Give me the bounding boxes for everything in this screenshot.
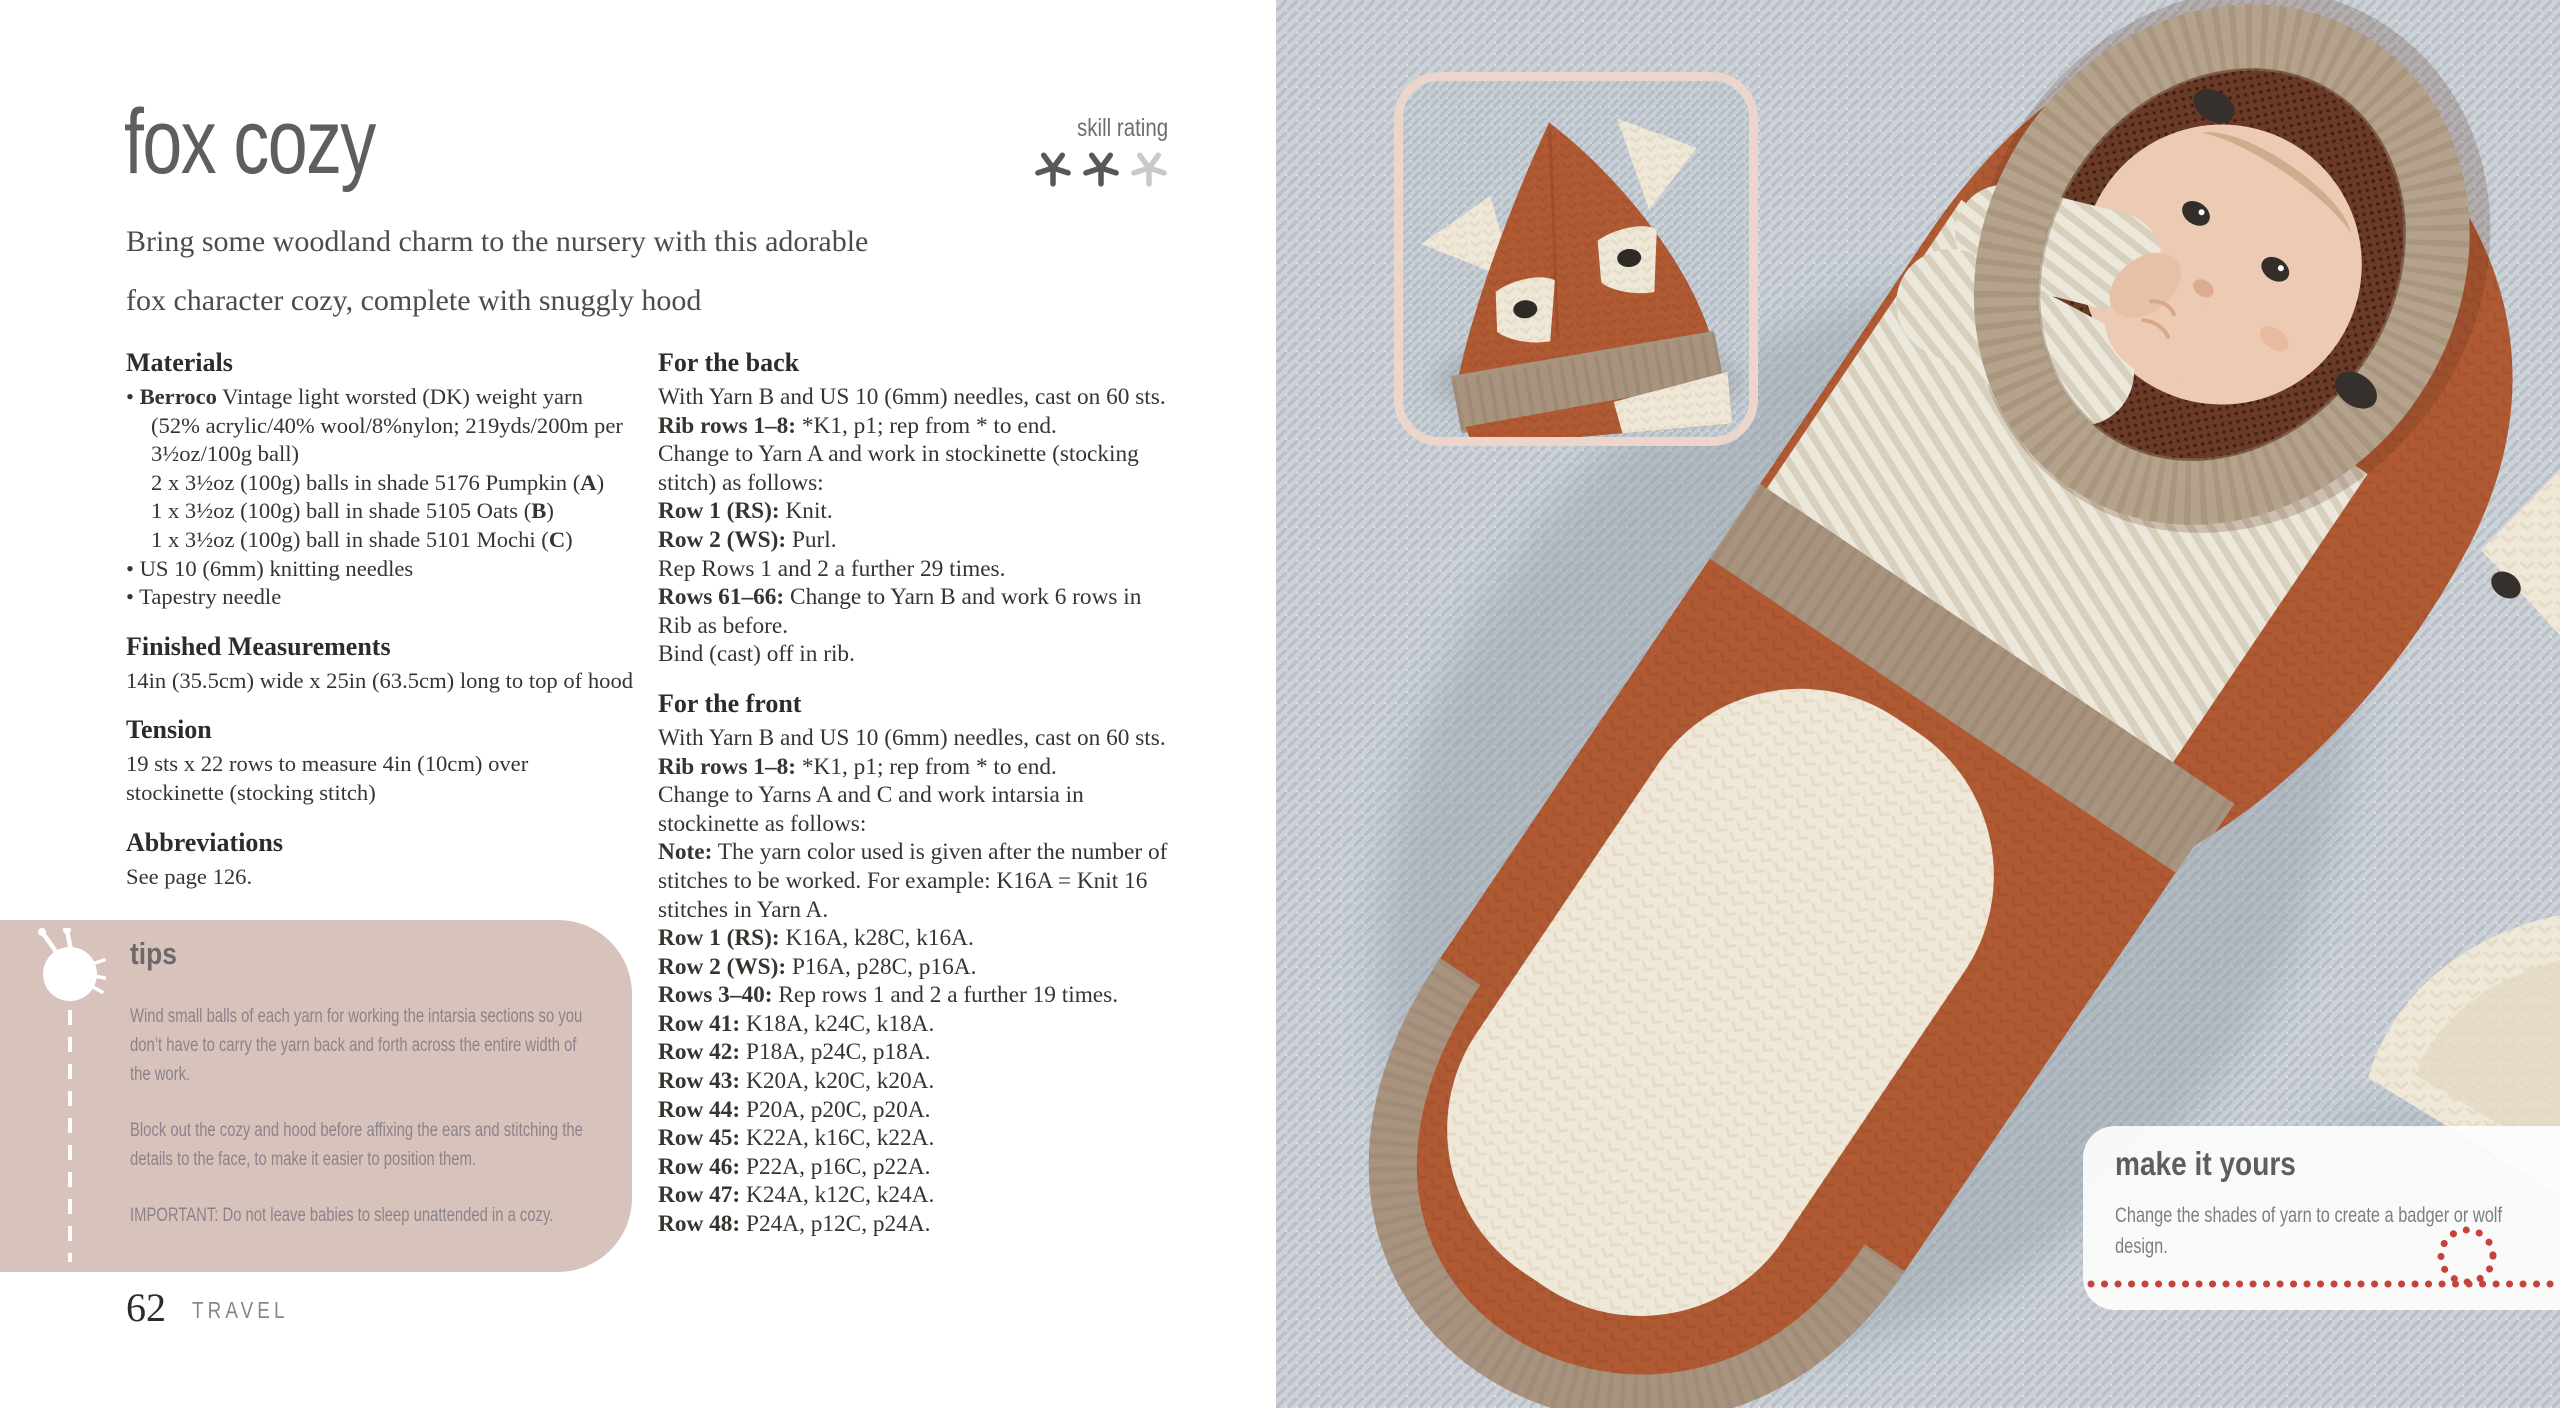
text-line: Row 44: P20A, p20C, p20A. — [658, 1096, 931, 1123]
text-line: Change to Yarn A and work in stockinette (stocking — [658, 441, 1139, 468]
yarn-ball-icon — [34, 928, 106, 1268]
photo-page — [1276, 0, 2560, 1408]
finished-measurements — [126, 667, 651, 696]
stitch-loop-icon — [2083, 1218, 2560, 1302]
make-it-yours-text: Change the shades of yarn to create a badger or wolf design. — [2115, 1204, 2503, 1258]
front-instructions — [658, 724, 1273, 1239]
text-line: 19 sts x 22 rows to measure 4in (10cm) over — [126, 751, 529, 777]
skill-rating-label: skill rating — [1076, 114, 1168, 142]
left-column — [126, 348, 651, 911]
text-line: • Tapestry needle — [126, 584, 282, 610]
materials-list — [126, 383, 651, 612]
text-line: Row 43: K20A, k20C, k20A. — [658, 1068, 935, 1095]
text-line: Rib rows 1–8: *K1, p1; rep from * to end. — [658, 412, 1057, 439]
text-line: • Berroco Vintage light worsted (DK) weight yarn — [126, 384, 583, 409]
text-line: See page 126. — [126, 863, 253, 889]
text-line: IMPORTANT: Do not leave babies to sleep unattended in a cozy. — [130, 1205, 554, 1226]
skill-star-icon — [1034, 149, 1072, 187]
text-line: Note: The yarn color used is given after the number of — [658, 839, 1168, 866]
text-line: stitch) as follows: — [658, 469, 824, 496]
tension-heading: Tension — [126, 715, 212, 745]
make-it-yours-heading: make it yours — [2115, 1145, 2296, 1182]
for-the-front-heading: For the front — [658, 688, 802, 718]
text-line: Row 47: K24A, k12C, k24A. — [658, 1182, 935, 1209]
skill-rating — [940, 116, 1168, 187]
text-line: Row 2 (WS): P16A, p28C, p16A. — [658, 953, 977, 980]
text-line: With Yarn B and US 10 (6mm) needles, cast on 60 sts. — [658, 384, 1166, 410]
tips-box — [0, 920, 632, 1272]
text-line: Row 1 (RS): Knit. — [658, 498, 833, 525]
text-line: Row 42: P18A, p24C, p18A. — [658, 1039, 931, 1066]
text-line: Row 41: K18A, k24C, k18A. — [658, 1010, 935, 1037]
text-line: stockinette (stocking stitch) — [126, 779, 376, 805]
text-line: With Yarn B and US 10 (6mm) needles, cast on 60 sts. — [658, 724, 1166, 751]
abbreviations-heading: Abbreviations — [126, 827, 283, 857]
tips-paragraphs — [130, 1002, 620, 1230]
text-line: Row 46: P22A, p16C, p22A. — [658, 1153, 931, 1180]
text-line: Change to Yarns A and C and work intarsia in — [658, 782, 1084, 809]
text-line: Rows 3–40: Rep rows 1 and 2 a further 19 times. — [658, 982, 1119, 1009]
skill-star-icon — [1082, 149, 1120, 187]
text-line: Row 45: K22A, k16C, k22A. — [658, 1125, 935, 1152]
materials-heading: Materials — [126, 348, 233, 377]
back-instructions — [658, 383, 1273, 669]
text-line: Block out the cozy and hood before affixing the ears and stitching the details to the face, to make it easier to position them. — [130, 1120, 583, 1170]
inset-fox-hood — [1403, 81, 1749, 437]
text-line: Row 1 (RS): K16A, k28C, k16A. — [658, 925, 974, 952]
text-line: 3½oz/100g ball) — [151, 441, 300, 467]
text-line: Rows 61–66: Change to Yarn B and work 6 rows in — [658, 584, 1142, 611]
skill-star-icon-empty — [1130, 149, 1168, 187]
section-label: TRAVEL — [192, 1297, 289, 1323]
inset-photo — [1394, 72, 1758, 446]
text-line: Rib rows 1–8: *K1, p1; rep from * to end. — [658, 753, 1057, 780]
finished-measurements-heading: Finished Measurements — [126, 631, 391, 661]
text-line: (52% acrylic/40% wool/8%nylon; 219yds/200m per — [151, 412, 623, 438]
text-line: stockinette as follows: — [658, 810, 867, 837]
left-page — [0, 0, 1276, 1408]
text-line: 14in (35.5cm) wide x 25in (63.5cm) long to top of hood — [126, 667, 634, 693]
text-line: Row 48: P24A, p12C, p24A. — [658, 1211, 931, 1238]
text-line: • US 10 (6mm) knitting needles — [126, 555, 414, 581]
page-title: fox cozy — [124, 91, 375, 193]
intro-text: Bring some woodland charm to the nursery with this adorable fox character cozy, complete with snuggly hood — [126, 225, 869, 317]
for-the-back-heading: For the back — [658, 348, 800, 377]
make-it-yours-box — [2083, 1126, 2560, 1310]
text-line: Wind small balls of each yarn for working the intarsia sections so you don’t have to carry the yarn back and forth across the entire width of the work. — [130, 1006, 583, 1085]
text-line: stitches in Yarn A. — [658, 896, 829, 923]
text-line: 2 x 3½oz (100g) balls in shade 5176 Pumpkin (A) — [151, 469, 605, 495]
tips-heading: tips — [130, 936, 177, 971]
text-line: stitches to be worked. For example: K16A = Knit 16 — [658, 867, 1148, 894]
text-line: 1 x 3½oz (100g) ball in shade 5105 Oats (B) — [151, 498, 554, 524]
text-line: 1 x 3½oz (100g) ball in shade 5101 Mochi (C) — [151, 526, 573, 552]
text-line: Row 2 (WS): Purl. — [658, 526, 837, 553]
skill-stars — [940, 149, 1168, 187]
abbreviations — [126, 863, 651, 892]
tension — [126, 750, 651, 807]
page-footer — [126, 1285, 310, 1330]
right-column — [658, 348, 1273, 1259]
text-line: Rep Rows 1 and 2 a further 29 times. — [658, 555, 1006, 582]
text-line: Rib as before. — [658, 612, 789, 639]
text-line: Bind (cast) off in rib. — [658, 641, 855, 668]
page-number: 62 — [126, 1285, 166, 1330]
